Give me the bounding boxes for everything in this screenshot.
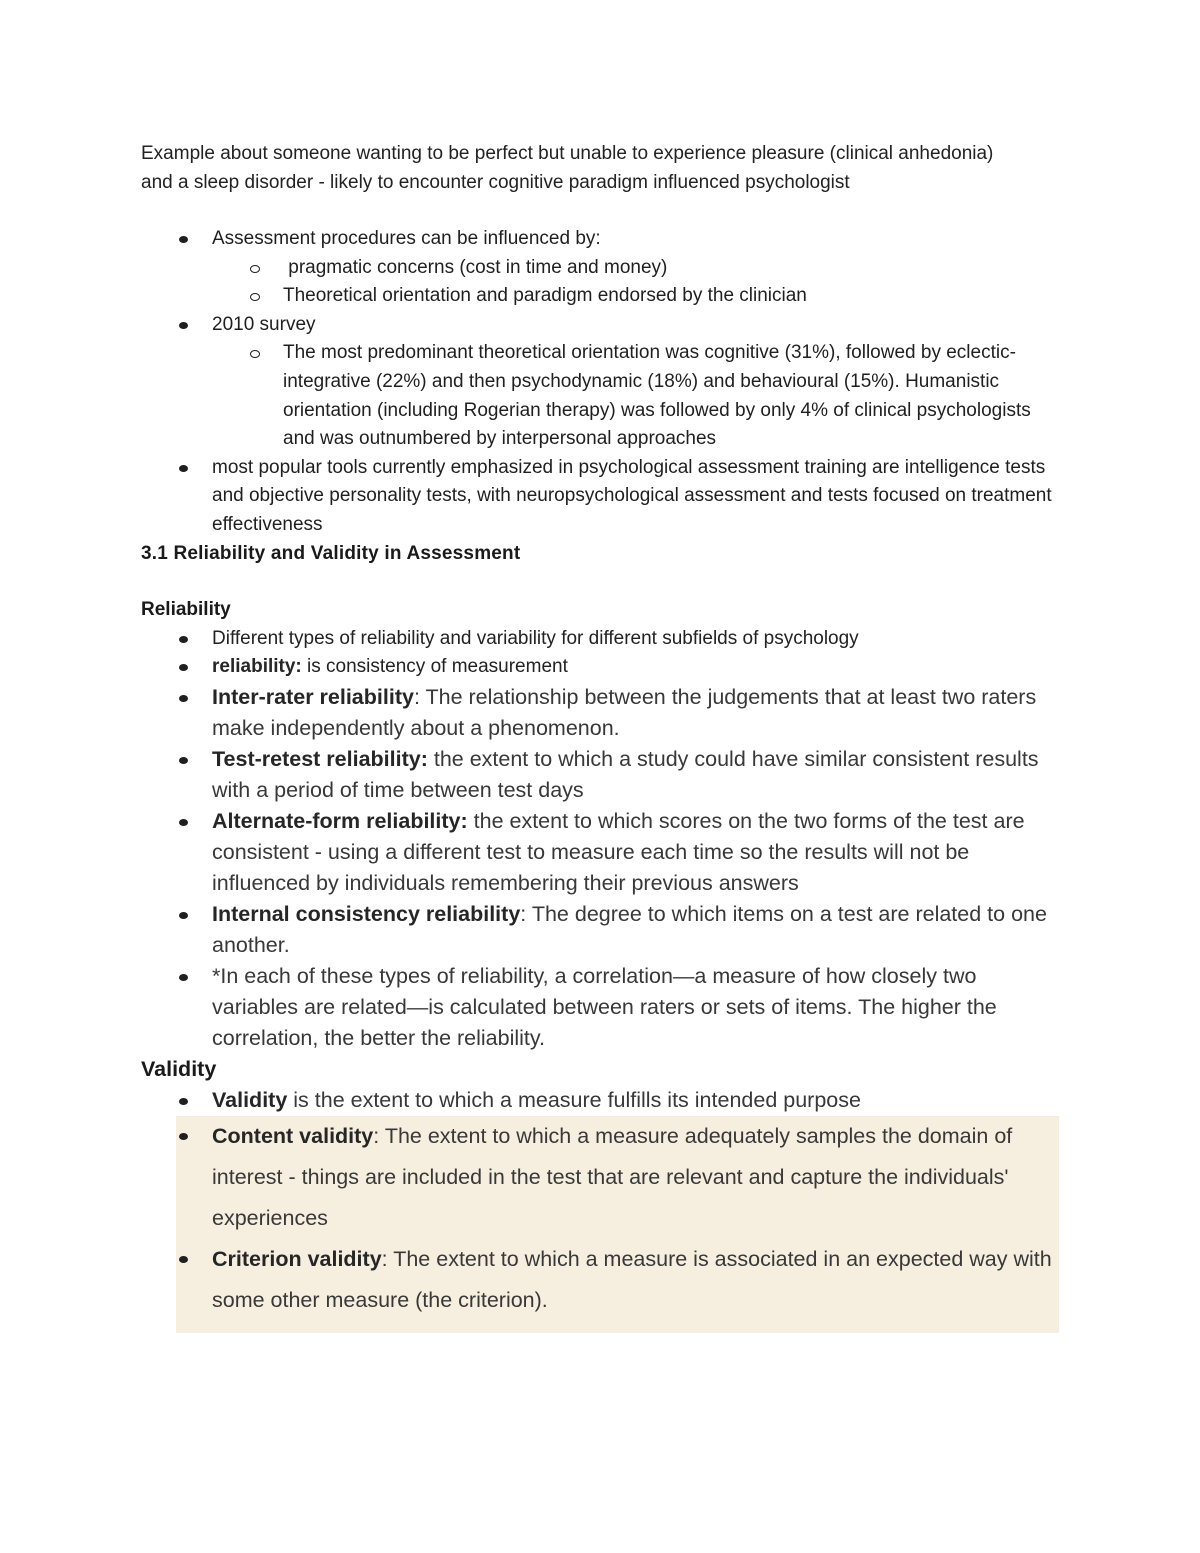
list-item	[212, 1085, 1062, 1116]
validity-list	[141, 1085, 1061, 1116]
list-item-text: is the extent to which a measure fulfills its intended purpose	[287, 1087, 861, 1112]
document-body	[141, 140, 1061, 1333]
section-heading: 3.1 Reliability and Validity in Assessment	[141, 542, 521, 564]
list-item	[212, 1116, 1052, 1239]
sub-item-text: Theoretical orientation and paradigm endorsed by the clinician	[283, 285, 807, 307]
list-item	[212, 961, 1062, 1054]
list-item-text: is consistency of measurement	[301, 656, 568, 678]
list-item-text: *In each of these types of reliability, a correlation—a measure of how closely two variables are related—is calculated between raters or sets of items. The higher the correlation, the better the reliability.	[212, 963, 997, 1050]
term-label: Test-retest reliability:	[212, 746, 428, 771]
list-item-text: : The extent to which a measure is associated in an expected way with some other measure (the criterion).	[212, 1246, 1052, 1312]
list-item-text: most popular tools currently emphasized in psychological assessment training are intelligence tests and objective personality tests, with neuropsychological assessment and tests focused on treatment effectiveness	[212, 456, 1052, 535]
sub-list-item	[283, 254, 1053, 283]
list-item	[212, 225, 1062, 254]
reliability-list	[141, 625, 1061, 1054]
term-label: Criterion validity	[212, 1246, 382, 1271]
list-item-text: : The extent to which a measure adequately samples the domain of interest - things are included in the test that are relevant and capture the individuals' experiences	[212, 1123, 1013, 1230]
term-label: Alternate-form reliability:	[212, 808, 468, 833]
list-item-text: : The relationship between the judgements that at least two raters make independently about a phenomenon.	[212, 684, 1037, 740]
list-item	[212, 454, 1062, 540]
highlighted-validity-list	[176, 1116, 1059, 1333]
list-item	[212, 744, 1062, 806]
list-item	[212, 653, 1062, 682]
sub-list-item	[283, 282, 1053, 311]
list-item-text: : The degree to which items on a test are related to one another.	[212, 901, 1047, 957]
list-item-text: 2010 survey	[212, 313, 316, 335]
list-item	[212, 806, 1062, 899]
term-label: reliability:	[212, 656, 302, 678]
term-label: Validity	[212, 1087, 288, 1112]
reliability-heading: Reliability	[141, 599, 231, 621]
sub-list-item	[283, 339, 1053, 453]
sub-item-text: pragmatic concerns (cost in time and money)	[283, 256, 668, 278]
list-item-text: Assessment procedures can be influenced by:	[212, 228, 601, 249]
list-item-text: Different types of reliability and variability for different subfields of psychology	[212, 627, 859, 649]
list-item	[212, 311, 1062, 340]
term-label: Content validity	[212, 1123, 374, 1148]
list-item-text: the extent to which scores on the two forms of the test are consistent - using a different test to measure each time so the results will not be influenced by individuals remembering their previous answers	[212, 808, 1031, 895]
list-item	[212, 1239, 1052, 1321]
top-bullet-list	[141, 225, 1061, 540]
list-item	[212, 682, 1062, 744]
term-label: Internal consistency reliability	[212, 901, 521, 926]
intro-paragraph: Example about someone wanting to be perfect but unable to experience pleasure (clinical anhedonia) and a sleep disorder - likely to encounter cognitive paradigm influenced psychologist	[141, 143, 994, 193]
term-label: Inter-rater reliability	[212, 684, 414, 709]
spacer	[141, 568, 1061, 596]
validity-heading: Validity	[141, 1056, 217, 1081]
list-item-text: the extent to which a study could have similar consistent results with a period of time between test days	[212, 746, 1045, 802]
list-item	[212, 899, 1062, 961]
spacer	[141, 197, 1061, 225]
sub-item-text: The most predominant theoretical orientation was cognitive (31%), followed by eclectic-integrative (22%) and then psychodynamic (18%) and behavioural (15%). Humanistic orientation (including Rogerian therapy) was followed by only 4% of clinical psychologists and was outnumbered by interpersonal approaches	[283, 342, 1031, 450]
list-item	[212, 625, 1062, 654]
